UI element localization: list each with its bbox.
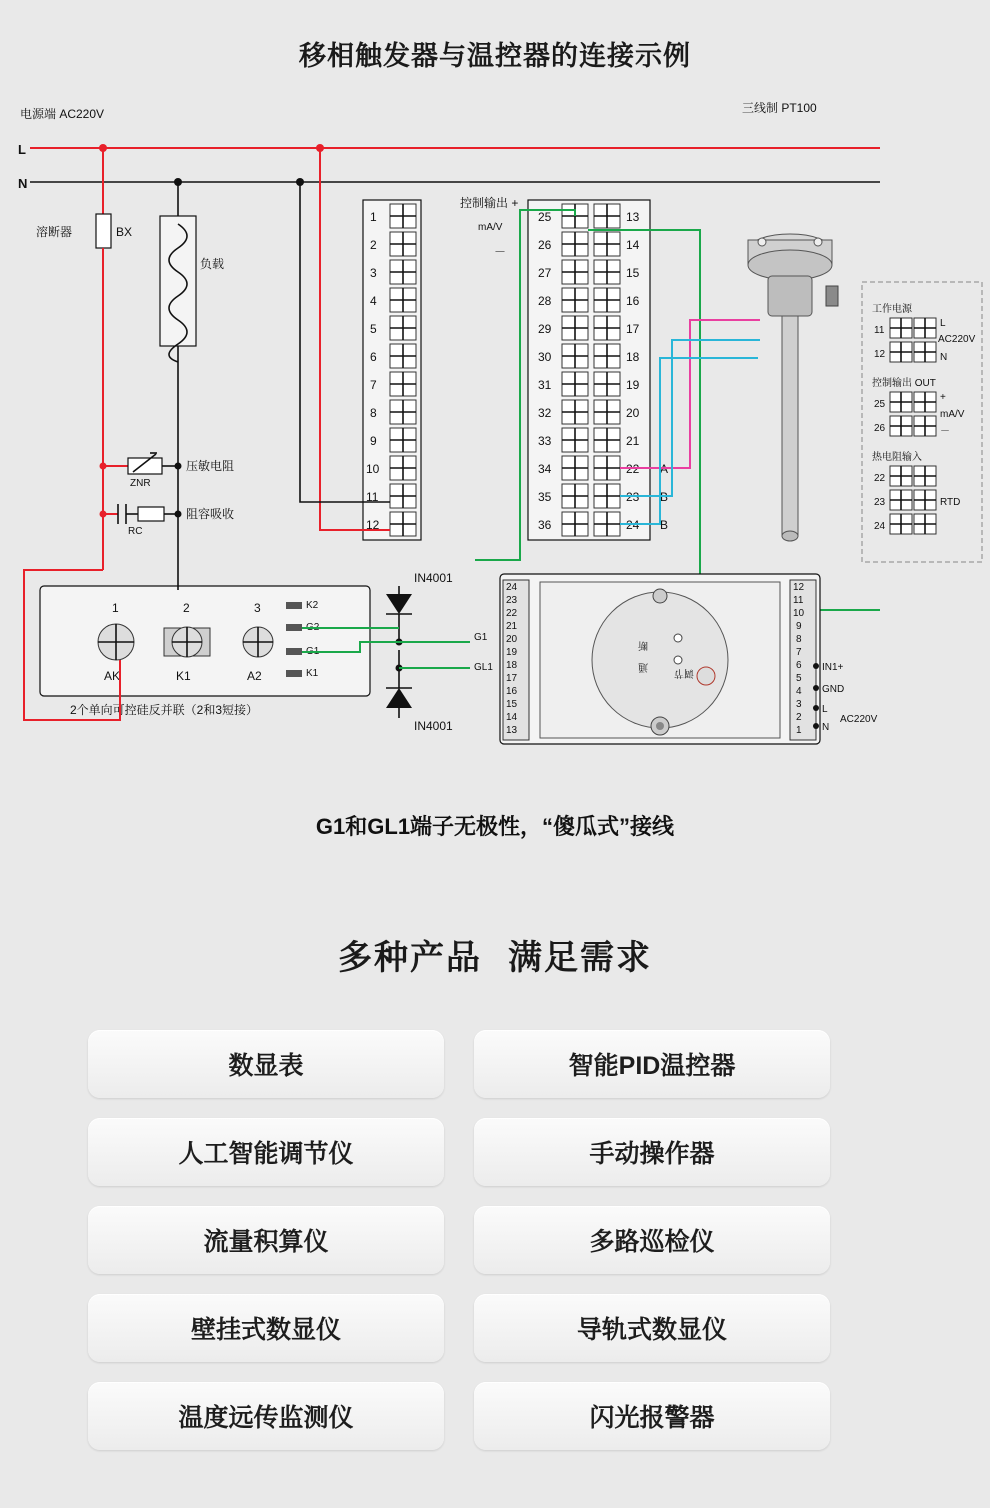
terminal-G1: G1 (474, 632, 488, 643)
product-item[interactable]: 手动操作器 (474, 1118, 830, 1186)
product-list (88, 1030, 922, 1450)
svg-text:11: 11 (874, 325, 885, 336)
svg-text:22: 22 (506, 608, 518, 619)
svg-text:－: － (940, 426, 950, 437)
svg-text:12: 12 (793, 582, 805, 593)
controller-dial (592, 592, 728, 728)
wiring-diagram (0, 90, 990, 770)
product-item[interactable]: 多路巡检仪 (474, 1206, 830, 1274)
diode-bottom (386, 650, 412, 718)
svg-text:AK: AK (104, 669, 121, 683)
svg-text:23: 23 (874, 497, 886, 508)
svg-text:控制输出 OUT: 控制输出 OUT (872, 378, 936, 389)
svg-text:25: 25 (874, 399, 886, 410)
svg-text:18: 18 (626, 350, 640, 364)
page-title: 移相触发器与温控器的连接示例 (299, 41, 691, 71)
load-label: 负载 (200, 257, 225, 271)
svg-text:12: 12 (874, 349, 886, 360)
svg-text:8: 8 (370, 406, 377, 420)
svg-text:N: N (940, 352, 948, 363)
svg-text:工作电源: 工作电源 (872, 304, 912, 315)
svg-text:热电阻输入: 热电阻输入 (872, 452, 922, 463)
svg-text:25: 25 (538, 210, 552, 224)
svg-text:14: 14 (506, 712, 518, 723)
svg-text:K2: K2 (306, 600, 319, 611)
control-output-minus: － (494, 245, 507, 259)
svg-text:17: 17 (506, 673, 518, 684)
controller-right-labels (813, 662, 878, 733)
svg-text:31: 31 (538, 378, 552, 392)
section-title (0, 930, 990, 979)
svg-text:AC220V: AC220V (938, 334, 976, 345)
svg-text:24: 24 (874, 521, 886, 532)
svg-text:RTD: RTD (940, 497, 961, 508)
svg-text:16: 16 (626, 294, 640, 308)
svg-text:G1: G1 (306, 646, 320, 657)
svg-text:16: 16 (506, 686, 518, 697)
svg-text:N: N (822, 722, 830, 733)
svg-text:27: 27 (538, 266, 552, 280)
section-title-part2: 满足需求 (508, 939, 652, 977)
fuse-label: 溶断器 (36, 225, 73, 239)
svg-text:21: 21 (506, 621, 518, 632)
product-item[interactable]: 导轨式数显仪 (474, 1294, 830, 1362)
terminal-GL1: GL1 (474, 662, 493, 673)
svg-text:21: 21 (626, 434, 640, 448)
svg-text:3: 3 (254, 601, 261, 615)
svg-text:32: 32 (538, 406, 552, 420)
svg-text:11: 11 (793, 595, 804, 606)
svg-text:23: 23 (506, 595, 518, 606)
legend-power (872, 302, 976, 363)
legend-output (872, 376, 965, 437)
power-source-label: 电源端 AC220V (20, 107, 105, 121)
svg-text:5: 5 (796, 673, 802, 684)
svg-text:30: 30 (538, 350, 552, 364)
load-body (160, 216, 196, 346)
svg-text:13: 13 (506, 725, 518, 736)
svg-text:L: L (940, 318, 946, 329)
svg-text:33: 33 (538, 434, 552, 448)
svg-text:通: 通 (638, 661, 648, 672)
svg-text:1: 1 (370, 210, 377, 224)
svg-text:1: 1 (796, 725, 802, 736)
svg-text:调节: 调节 (674, 667, 694, 678)
svg-text:4: 4 (370, 294, 377, 308)
svg-text:36: 36 (538, 518, 552, 532)
svg-text:+: + (940, 392, 946, 403)
svg-text:13: 13 (626, 210, 640, 224)
svg-text:9: 9 (796, 621, 802, 632)
svg-text:7: 7 (370, 378, 377, 392)
svg-text:3: 3 (370, 266, 377, 280)
product-item[interactable]: 人工智能调节仪 (88, 1118, 444, 1186)
svg-text:20: 20 (626, 406, 640, 420)
fuse-body (96, 214, 111, 248)
product-item[interactable]: 温度远传监测仪 (88, 1382, 444, 1450)
svg-text:15: 15 (626, 266, 640, 280)
section-title-part1: 多种产品 (338, 939, 482, 977)
svg-text:22: 22 (874, 473, 886, 484)
line-N-label: N (18, 176, 28, 191)
rc-label: 阻容吸收 (186, 507, 235, 521)
svg-text:26: 26 (874, 423, 886, 434)
svg-text:17: 17 (626, 322, 640, 336)
pt100-sensor (748, 234, 838, 541)
svg-text:5: 5 (370, 322, 377, 336)
varistor-code: ZNR (130, 478, 151, 489)
rtd-label-b2: B (660, 518, 669, 532)
svg-text:10: 10 (366, 462, 380, 476)
product-item[interactable]: 壁挂式数显仪 (88, 1294, 444, 1362)
svg-text:22: 22 (626, 462, 640, 476)
svg-text:AC220V: AC220V (840, 714, 878, 725)
svg-text:L: L (822, 704, 828, 715)
svg-text:3: 3 (796, 699, 802, 710)
scr-note: 2个单向可控硅反并联（2和3短接） (70, 703, 259, 717)
svg-text:2: 2 (370, 238, 377, 252)
product-item[interactable]: 流量积算仪 (88, 1206, 444, 1274)
svg-text:29: 29 (538, 322, 552, 336)
diode-top (386, 586, 412, 642)
svg-text:20: 20 (506, 634, 518, 645)
svg-text:4: 4 (796, 686, 802, 697)
svg-text:2: 2 (183, 601, 190, 615)
svg-text:IN1+: IN1+ (822, 662, 844, 673)
svg-text:19: 19 (506, 647, 518, 658)
product-item[interactable]: 数显表 (88, 1030, 444, 1098)
svg-text:18: 18 (506, 660, 518, 671)
product-item[interactable]: 闪光报警器 (474, 1382, 830, 1450)
svg-text:10: 10 (793, 608, 805, 619)
rtd-label-a: A (660, 462, 669, 476)
diode-top-label: IN4001 (414, 571, 453, 585)
svg-text:K1: K1 (306, 668, 319, 679)
svg-text:24: 24 (506, 582, 518, 593)
legend-rtd (872, 450, 960, 534)
varistor-label: 压敏电阻 (186, 459, 235, 473)
svg-text:1: 1 (112, 601, 119, 615)
svg-text:7: 7 (796, 647, 802, 658)
rtd-label-b1: B (660, 490, 669, 504)
svg-text:6: 6 (796, 660, 802, 671)
diagram-caption: G1和GL1端子无极性，“傻瓜式”接线 (315, 814, 675, 839)
svg-text:11: 11 (366, 490, 379, 504)
svg-text:mA/V: mA/V (940, 409, 965, 420)
svg-text:26: 26 (538, 238, 552, 252)
svg-text:G2: G2 (306, 622, 320, 633)
line-L-label: L (18, 142, 26, 157)
svg-text:断: 断 (638, 639, 648, 650)
fuse-code: BX (116, 225, 133, 239)
svg-text:24: 24 (626, 518, 640, 532)
svg-text:34: 34 (538, 462, 552, 476)
rc-resistor (138, 507, 164, 521)
product-item[interactable]: 智能PID温控器 (474, 1030, 830, 1098)
svg-text:A2: A2 (247, 669, 262, 683)
svg-text:12: 12 (366, 518, 380, 532)
svg-text:19: 19 (626, 378, 640, 392)
svg-text:6: 6 (370, 350, 377, 364)
svg-text:K1: K1 (176, 669, 191, 683)
control-output-label: 控制输出 + (460, 196, 519, 210)
control-output-unit: mA/V (478, 222, 503, 233)
svg-text:23: 23 (626, 490, 640, 504)
svg-text:15: 15 (506, 699, 518, 710)
pt100-label: 三线制 PT100 (742, 101, 817, 115)
svg-text:28: 28 (538, 294, 552, 308)
svg-text:35: 35 (538, 490, 552, 504)
svg-text:GND: GND (822, 684, 845, 695)
svg-text:2: 2 (796, 712, 802, 723)
svg-text:14: 14 (626, 238, 640, 252)
rc-code: RC (128, 526, 143, 537)
svg-text:9: 9 (370, 434, 377, 448)
svg-text:8: 8 (796, 634, 802, 645)
diode-bottom-label: IN4001 (414, 719, 453, 733)
